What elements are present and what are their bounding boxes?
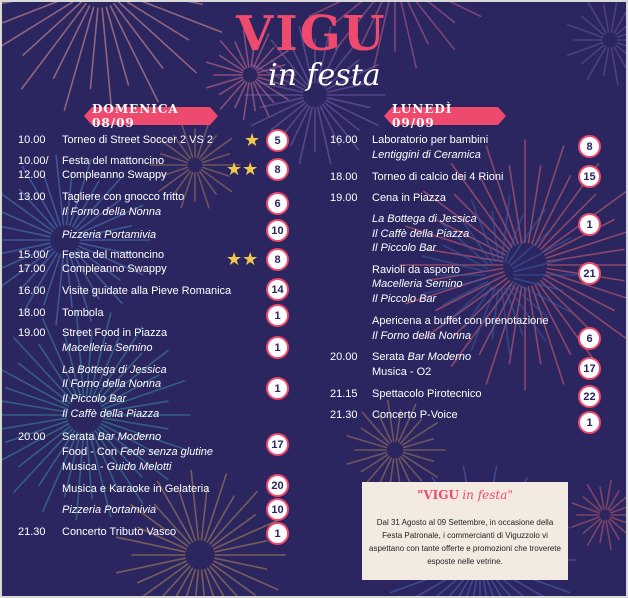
event-title: Spettacolo Pirotecnico xyxy=(372,388,482,400)
firework-ray xyxy=(212,564,255,595)
vendor-name: Pizzeria Portamivia xyxy=(62,504,157,516)
firework-ray xyxy=(572,517,599,527)
firework-ray xyxy=(611,505,628,512)
event-title: Festa del mattoncino xyxy=(62,249,165,261)
vendor-name: Pizzeria Portamivia xyxy=(62,229,157,241)
time-label: 10.00/ xyxy=(18,155,49,167)
vendor-name: Bar Moderno xyxy=(97,431,162,443)
firework-ray xyxy=(608,491,619,510)
firework-ray xyxy=(3,0,78,23)
firework-ray xyxy=(212,515,255,546)
time-label: 20.00 xyxy=(18,431,46,443)
time-label: 17.00 xyxy=(18,263,46,275)
event-title: Tombola xyxy=(62,307,104,319)
number-badge: 1 xyxy=(266,377,289,400)
number-badge: 10 xyxy=(266,219,289,242)
poster-title: VIGU xyxy=(236,6,387,62)
vendor-name: Il Piccolo Bar xyxy=(62,393,127,405)
firework-ray xyxy=(191,570,198,598)
firework-ray xyxy=(347,453,386,465)
firework-ray xyxy=(611,517,628,524)
event-title xyxy=(62,445,213,459)
number-badge: 6 xyxy=(578,327,601,350)
firework-ray xyxy=(608,520,619,539)
star-icon: ★★ xyxy=(226,159,259,179)
number-badge: 8 xyxy=(578,135,601,158)
vendor-name: Il Caffè della Piazza xyxy=(62,408,160,420)
vendor-name: Lentiggini di Ceramica xyxy=(372,149,481,161)
firework-ray xyxy=(327,98,369,108)
event-title: Visite guidate alla Pieve Romanica xyxy=(62,285,232,297)
firework-ray xyxy=(198,173,209,208)
number-badge: 8 xyxy=(266,248,289,271)
event-title-text: Musica - xyxy=(62,461,104,473)
time-label: 16.00 xyxy=(18,285,46,297)
vendor-name: Fede senza glutine xyxy=(120,446,214,458)
firework-ray xyxy=(0,0,77,9)
time-label: 18.00 xyxy=(330,171,358,183)
event-title: Musica - O2 xyxy=(372,366,432,378)
day-banner-monday: LUNEDÌ 09/09 xyxy=(392,107,498,125)
event-title-text: Serata xyxy=(372,351,405,363)
number-badge: 22 xyxy=(578,385,601,408)
firework-ray xyxy=(22,4,86,89)
firework-ray xyxy=(604,5,609,32)
firework-ray xyxy=(513,282,571,312)
number-badge: 10 xyxy=(266,498,289,521)
firework-ray xyxy=(215,541,267,552)
firework-ray xyxy=(260,98,302,108)
firework-ray xyxy=(614,47,628,71)
firework-ray xyxy=(215,558,267,569)
number-badge: 1 xyxy=(266,304,289,327)
number-badge: 8 xyxy=(266,158,289,181)
firework-ray xyxy=(251,83,255,111)
number-badge: 17 xyxy=(578,357,601,380)
firework-ray xyxy=(179,570,195,598)
event-title: Torneo di Street Soccer 2 VS 2 xyxy=(62,134,214,146)
event-title: Musica e Karaoke in Gelateria xyxy=(62,483,210,495)
firework-ray xyxy=(568,43,603,56)
firework-ray xyxy=(616,45,628,69)
number-badge: 1 xyxy=(578,411,601,434)
number-badge: 1 xyxy=(578,213,601,236)
time-label: 19.00 xyxy=(330,192,358,204)
firework-ray xyxy=(614,9,628,33)
info-title-sub: in festa" xyxy=(462,488,513,502)
time-label: 21.30 xyxy=(18,526,46,538)
vendor-name: Guido Melotti xyxy=(106,461,172,473)
firework-ray xyxy=(492,211,498,260)
firework-ray xyxy=(161,154,188,163)
firework-ray xyxy=(122,0,221,32)
time-label: 13.00 xyxy=(18,191,46,203)
firework-ray xyxy=(408,0,454,22)
vendor-name: Il Caffè della Piazza xyxy=(372,228,470,240)
event-title: Tagliere con gnocco fritto xyxy=(62,191,185,203)
firework-ray xyxy=(600,487,604,508)
number-badge: 1 xyxy=(266,522,289,545)
event-title: Street Food in Piazza xyxy=(62,327,168,339)
firework-ray xyxy=(403,455,437,477)
time-label: 12.00 xyxy=(18,169,46,181)
vendor-name: La Bottega di Jessica xyxy=(372,213,477,225)
number-badge: 15 xyxy=(578,165,601,188)
event-title-text: Serata xyxy=(62,431,95,443)
firework-ray xyxy=(110,6,158,101)
star-icon: ★ xyxy=(244,130,261,150)
event-title: Apericena a buffet con prenotazione xyxy=(372,315,549,327)
firework-ray xyxy=(604,48,609,75)
firework-ray xyxy=(572,503,599,513)
time-label: 18.00 xyxy=(18,307,46,319)
event-title xyxy=(372,350,471,364)
firework-ray xyxy=(568,25,603,38)
day-banner-sunday: DOMENICA 08/09 xyxy=(92,107,210,125)
number-badge: 20 xyxy=(266,474,289,497)
firework-ray xyxy=(616,11,628,35)
vendor-name: Il Piccolo Bar xyxy=(372,242,437,254)
time-label: 16.00 xyxy=(330,134,358,146)
firework-ray xyxy=(90,8,97,88)
time-label: 15.00/ xyxy=(18,249,49,261)
info-text: Dal 31 Agosto al 09 Settembre, in occasione della Festa Patronale, i commercianti di Viguzzolo vi aspettano con tante offerte e promozioni che troverete esposte nelle vetrine. xyxy=(369,518,561,566)
event-title: Compleanno Swappy xyxy=(62,263,167,275)
event-title: Torneo di calcio dei 4 Rioni xyxy=(372,171,504,183)
number-badge: 14 xyxy=(266,278,289,301)
event-title: Ravioli da asporto xyxy=(372,264,461,276)
vendor-name: Il Forno della Nonna xyxy=(372,330,472,342)
event-title: Concerto Tributo Vasco xyxy=(62,526,177,538)
vendor-name: Il Piccolo Bar xyxy=(372,293,437,305)
event-title: Festa del mattoncino xyxy=(62,155,165,167)
number-badge: 21 xyxy=(578,262,601,285)
firework-ray xyxy=(509,166,521,243)
event-title: Compleanno Swappy xyxy=(62,169,167,181)
time-label: 20.00 xyxy=(330,351,358,363)
firework-ray xyxy=(6,388,68,409)
firework-ray xyxy=(210,566,257,598)
vendor-name: Il Forno della Nonna xyxy=(62,206,162,218)
firework-ray xyxy=(600,521,604,542)
poster-subtitle: in festa xyxy=(268,58,381,93)
vendor-name: Macelleria Semino xyxy=(62,342,153,354)
event-title xyxy=(62,460,171,474)
vendor-name: Macelleria Semino xyxy=(372,278,463,290)
firework-ray xyxy=(547,249,624,261)
event-title: Concerto P-Voice xyxy=(372,409,458,421)
event-title xyxy=(62,430,161,444)
time-label: 19.00 xyxy=(18,327,46,339)
event-title: Laboratorio per bambini xyxy=(372,134,489,146)
info-box xyxy=(362,482,568,580)
event-title: Cena in Piazza xyxy=(372,192,446,204)
number-badge: 1 xyxy=(266,336,289,359)
event-title-text: Food - Con xyxy=(62,446,118,458)
vendor-name: Il Forno della Nonna xyxy=(62,378,162,390)
firework-ray xyxy=(406,0,455,49)
star-icon: ★★ xyxy=(226,249,259,269)
firework-ray xyxy=(582,45,603,63)
firework-ray xyxy=(399,0,416,68)
number-badge: 5 xyxy=(266,129,289,152)
firework-ray xyxy=(123,0,202,4)
vendor-name: La Bottega di Jessica xyxy=(62,364,167,376)
firework-ray xyxy=(208,568,234,598)
info-title xyxy=(362,488,568,502)
firework-ray xyxy=(403,423,437,445)
number-badge: 17 xyxy=(266,433,289,456)
firework-ray xyxy=(64,8,93,111)
firework-ray xyxy=(404,453,434,462)
time-label: 21.30 xyxy=(330,409,358,421)
time-label: 21.15 xyxy=(330,388,358,400)
info-title-main: "VIGU xyxy=(417,488,459,502)
time-label: 10.00 xyxy=(18,134,46,146)
vendor-name: Bar Moderno xyxy=(407,351,472,363)
firework-ray xyxy=(347,436,386,448)
firework-ray xyxy=(582,17,603,35)
firework-ray xyxy=(404,439,434,448)
number-badge: 6 xyxy=(266,192,289,215)
